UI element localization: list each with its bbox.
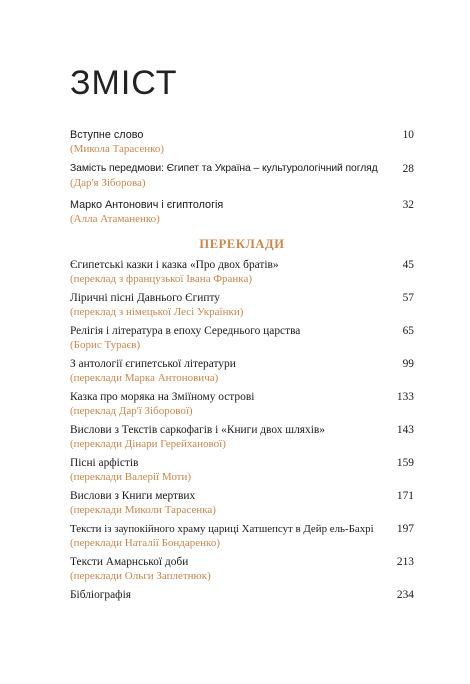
toc-entry bbox=[70, 258, 414, 291]
toc-entry-bibliography bbox=[70, 588, 414, 606]
toc-entry-page: 197 bbox=[396, 523, 414, 535]
toc-entry bbox=[70, 357, 414, 390]
toc-entry bbox=[70, 324, 414, 357]
toc-entry-page: 45 bbox=[402, 259, 414, 271]
toc-entry-page: 171 bbox=[396, 490, 414, 502]
toc-entry bbox=[70, 390, 414, 423]
toc-entry-author: (переклад з французької Івана Франка) bbox=[70, 273, 253, 285]
toc-entry-author: (Дар'я Зіборова) bbox=[70, 177, 146, 189]
toc-entry-author: (Алла Атаманенко) bbox=[70, 213, 160, 225]
toc-entry-author: (переклади Наталії Бондаренко) bbox=[70, 537, 220, 549]
toc-entry bbox=[70, 522, 414, 555]
toc-entry-page: 213 bbox=[396, 556, 414, 568]
toc-entry bbox=[70, 291, 414, 324]
toc-entry-title: Казка про моряка на Зміїному острові bbox=[70, 391, 255, 403]
toc-entry-page: 57 bbox=[402, 292, 414, 304]
toc-entry-page: 65 bbox=[402, 325, 414, 337]
toc-entry-page: 28 bbox=[402, 163, 414, 175]
toc-entry-author: (Микола Тарасенко) bbox=[70, 143, 165, 155]
toc-entry bbox=[70, 489, 414, 522]
page-title: ЗМІСТ bbox=[70, 64, 178, 102]
toc-entry-author: (переклади Марка Антоновича) bbox=[70, 372, 219, 384]
toc-entry-title: Релігія і література в епоху Середнього царства bbox=[70, 325, 301, 337]
toc-entry-title: Вислови з Текстів саркофагів і «Книги двох шляхів» bbox=[70, 424, 325, 436]
toc-entry-page: 32 bbox=[402, 199, 414, 211]
toc-entry-title: Тексти із заупокійного храму цариці Хатшепсут в Дейр ель-Бахрі bbox=[70, 523, 374, 535]
toc-entry-title: Бібліографія bbox=[70, 589, 131, 601]
toc-entry bbox=[70, 423, 414, 456]
toc-entry-title: Пісні арфістів bbox=[70, 457, 139, 469]
toc-entry-author: (переклади Валерії Моти) bbox=[70, 471, 192, 483]
toc-entry-page: 143 bbox=[396, 424, 414, 436]
toc-entry-author: (переклади Дінари Герейханової) bbox=[70, 438, 226, 450]
toc-entry-page: 133 bbox=[396, 391, 414, 403]
toc-entry-title: Марко Антонович і єгиптологія bbox=[70, 199, 224, 211]
toc-entry-title: Єгипетські казки і казка «Про двох братів» bbox=[70, 259, 279, 271]
toc-entry-title: Ліричні пісні Давнього Єгипту bbox=[70, 292, 220, 304]
toc-entry-title: З антології єгипетської літератури bbox=[70, 358, 236, 370]
toc-entry-page: 99 bbox=[402, 358, 414, 370]
table-of-contents bbox=[70, 128, 414, 606]
toc-entry-author: (переклади Миколи Тарасенка) bbox=[70, 504, 216, 516]
toc-entry-title: Вступне слово bbox=[70, 129, 144, 141]
toc-entry-page: 10 bbox=[402, 129, 414, 141]
toc-entry-page: 159 bbox=[396, 457, 414, 469]
toc-entry-author: (переклад з німецької Лесі Українки) bbox=[70, 306, 244, 318]
toc-entry bbox=[70, 456, 414, 489]
section-heading: ПЕРЕКЛАДИ bbox=[199, 237, 285, 251]
toc-entry-author: (переклад Дар'ї Зіборової) bbox=[70, 405, 193, 417]
toc-entry-author: (переклади Ольги Заплетнюк) bbox=[70, 570, 211, 582]
toc-entry bbox=[70, 128, 414, 162]
toc-entry bbox=[70, 555, 414, 588]
toc-entry-author: (Борис Тураєв) bbox=[70, 339, 141, 351]
toc-entry-page: 234 bbox=[396, 589, 414, 601]
toc-entry-title: Замість передмови: Єгипет та Україна – культурологічний погляд bbox=[70, 163, 378, 174]
toc-entry bbox=[70, 198, 414, 236]
toc-entry bbox=[70, 162, 414, 198]
toc-entry-title: Вислови з Книги мертвих bbox=[70, 490, 196, 502]
toc-entry-title: Тексти Амарнської доби bbox=[70, 556, 189, 568]
